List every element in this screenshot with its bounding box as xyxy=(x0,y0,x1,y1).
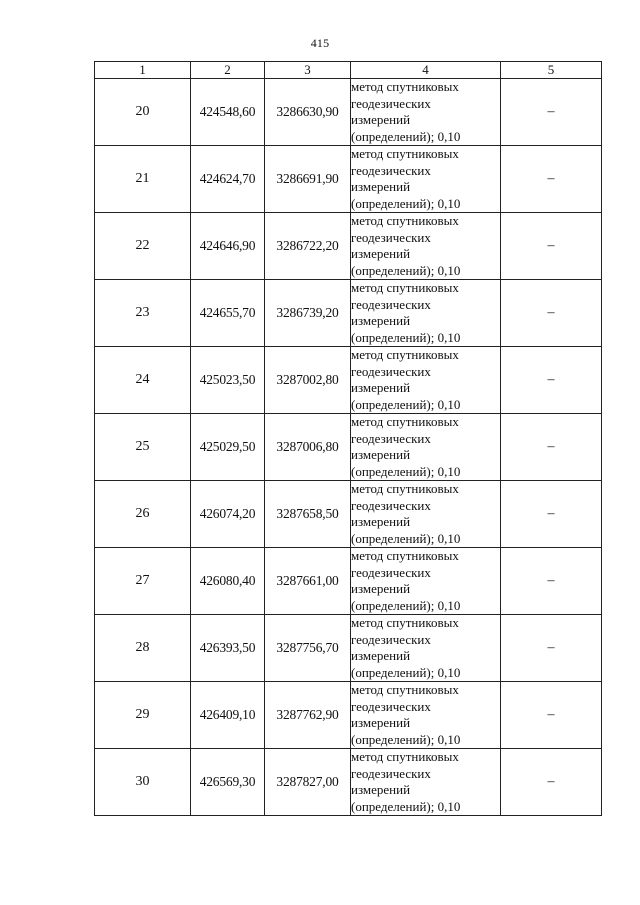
note-cell: – xyxy=(501,213,602,280)
coordinates-table xyxy=(94,61,602,816)
method-cell: метод спутниковых геодезических измерений (определений); 0,10 xyxy=(351,414,501,481)
table-row xyxy=(95,213,602,280)
point-number-cell: 23 xyxy=(95,280,191,347)
note-cell: – xyxy=(501,749,602,816)
table-row xyxy=(95,146,602,213)
point-number-cell: 29 xyxy=(95,682,191,749)
y-coordinate-cell: 3287658,50 xyxy=(265,481,351,548)
method-cell: метод спутниковых геодезических измерений (определений); 0,10 xyxy=(351,280,501,347)
note-cell: – xyxy=(501,548,602,615)
note-cell: – xyxy=(501,146,602,213)
table-row xyxy=(95,79,602,146)
x-coordinate-cell: 425023,50 xyxy=(191,347,265,414)
x-coordinate-cell: 425029,50 xyxy=(191,414,265,481)
point-number-cell: 25 xyxy=(95,414,191,481)
point-number-cell: 24 xyxy=(95,347,191,414)
method-cell: метод спутниковых геодезических измерений (определений); 0,10 xyxy=(351,749,501,816)
x-coordinate-cell: 426569,30 xyxy=(191,749,265,816)
note-cell: – xyxy=(501,615,602,682)
x-coordinate-cell: 426393,50 xyxy=(191,615,265,682)
note-cell: – xyxy=(501,414,602,481)
y-coordinate-cell: 3287762,90 xyxy=(265,682,351,749)
y-coordinate-cell: 3286722,20 xyxy=(265,213,351,280)
method-cell: метод спутниковых геодезических измерений (определений); 0,10 xyxy=(351,146,501,213)
table-row xyxy=(95,615,602,682)
x-coordinate-cell: 424646,90 xyxy=(191,213,265,280)
header-col-3: 3 xyxy=(265,62,351,79)
table-header-row xyxy=(95,62,602,79)
x-coordinate-cell: 424548,60 xyxy=(191,79,265,146)
table-row xyxy=(95,749,602,816)
method-cell: метод спутниковых геодезических измерений (определений); 0,10 xyxy=(351,79,501,146)
x-coordinate-cell: 424624,70 xyxy=(191,146,265,213)
y-coordinate-cell: 3286739,20 xyxy=(265,280,351,347)
point-number-cell: 22 xyxy=(95,213,191,280)
header-col-1: 1 xyxy=(95,62,191,79)
note-cell: – xyxy=(501,79,602,146)
y-coordinate-cell: 3287006,80 xyxy=(265,414,351,481)
point-number-cell: 20 xyxy=(95,79,191,146)
header-col-4: 4 xyxy=(351,62,501,79)
y-coordinate-cell: 3286630,90 xyxy=(265,79,351,146)
method-cell: метод спутниковых геодезических измерений (определений); 0,10 xyxy=(351,213,501,280)
header-col-5: 5 xyxy=(501,62,602,79)
method-cell: метод спутниковых геодезических измерений (определений); 0,10 xyxy=(351,682,501,749)
header-col-2: 2 xyxy=(191,62,265,79)
method-cell: метод спутниковых геодезических измерений (определений); 0,10 xyxy=(351,615,501,682)
x-coordinate-cell: 426080,40 xyxy=(191,548,265,615)
x-coordinate-cell: 424655,70 xyxy=(191,280,265,347)
note-cell: – xyxy=(501,682,602,749)
note-cell: – xyxy=(501,280,602,347)
note-cell: – xyxy=(501,481,602,548)
y-coordinate-cell: 3287002,80 xyxy=(265,347,351,414)
point-number-cell: 21 xyxy=(95,146,191,213)
point-number-cell: 30 xyxy=(95,749,191,816)
table-row xyxy=(95,414,602,481)
x-coordinate-cell: 426409,10 xyxy=(191,682,265,749)
table-row xyxy=(95,548,602,615)
method-cell: метод спутниковых геодезических измерений (определений); 0,10 xyxy=(351,481,501,548)
x-coordinate-cell: 426074,20 xyxy=(191,481,265,548)
method-cell: метод спутниковых геодезических измерений (определений); 0,10 xyxy=(351,548,501,615)
point-number-cell: 26 xyxy=(95,481,191,548)
method-cell: метод спутниковых геодезических измерений (определений); 0,10 xyxy=(351,347,501,414)
point-number-cell: 27 xyxy=(95,548,191,615)
table-row xyxy=(95,347,602,414)
note-cell: – xyxy=(501,347,602,414)
y-coordinate-cell: 3287827,00 xyxy=(265,749,351,816)
y-coordinate-cell: 3287756,70 xyxy=(265,615,351,682)
y-coordinate-cell: 3286691,90 xyxy=(265,146,351,213)
table-row xyxy=(95,280,602,347)
page-number: 415 xyxy=(310,36,330,50)
table-row xyxy=(95,481,602,548)
table-row xyxy=(95,682,602,749)
point-number-cell: 28 xyxy=(95,615,191,682)
y-coordinate-cell: 3287661,00 xyxy=(265,548,351,615)
